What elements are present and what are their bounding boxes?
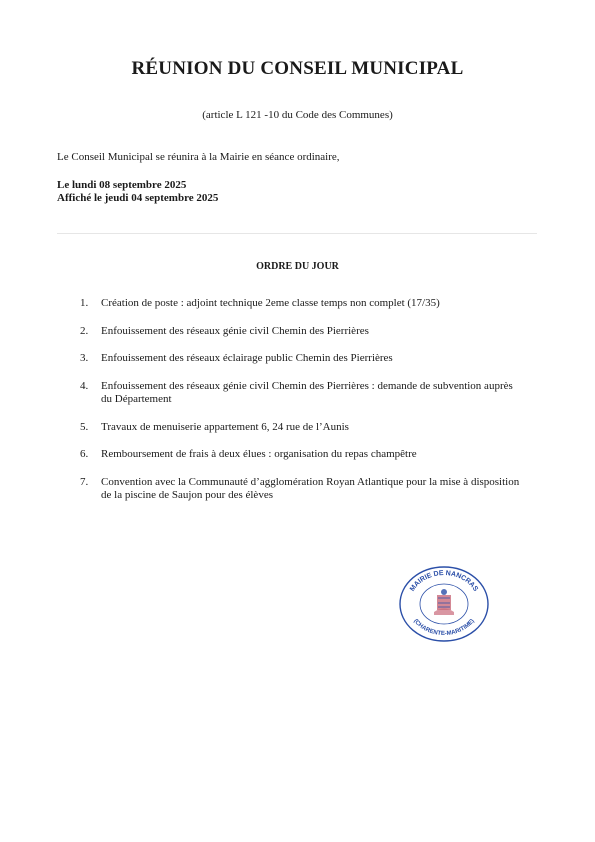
agenda-item-text: Création de poste : adjoint technique 2eme classe temps non complet (17/35): [101, 297, 440, 309]
agenda-item: [80, 325, 520, 339]
agenda-item-number: 2.: [80, 324, 89, 337]
agenda-item-number: 3.: [80, 352, 89, 364]
agenda-item-number: 1.: [80, 297, 89, 309]
agenda-item-text: Enfouissement des réseaux génie civil Chemin des Pierrières: [101, 324, 369, 337]
agenda-item-number: 4.: [80, 379, 89, 392]
agenda-title: ORDRE DU JOUR: [256, 261, 339, 272]
agenda-item: [80, 421, 520, 435]
meeting-date: Le lundi 08 septembre 2025: [57, 179, 187, 191]
agenda-item-text: Enfouissement des réseaux éclairage public Chemin des Pierrières: [101, 352, 393, 364]
agenda-item-text: Enfouissement des réseaux génie civil Chemin des Pierrières : demande de subvention auprès du Département: [101, 379, 513, 405]
agenda-item-text: Convention avec la Communauté d’agglomération Royan Atlantique pour la mise à disposition de la piscine de Saujon pour des élèves: [101, 475, 520, 501]
agenda-item-number: 7.: [80, 475, 89, 488]
seal-text-bottom: (CHARENTE-MARITIME): [412, 618, 476, 638]
intro-text: Le Conseil Municipal se réunira à la Mairie en séance ordinaire,: [57, 151, 340, 163]
agenda-item-number: 5.: [80, 420, 89, 433]
agenda-item-text: Remboursement de frais à deux élues : organisation du repas champêtre: [101, 448, 417, 460]
agenda-item: [80, 297, 520, 311]
agenda-item-text: Travaux de menuiserie appartement 6, 24 rue de l’Aunis: [101, 420, 349, 433]
agenda-item: [80, 352, 520, 366]
agenda-item: [80, 476, 520, 503]
document-title: RÉUNION DU CONSEIL MUNICIPAL: [131, 58, 464, 79]
posting-date: Affiché le jeudi 04 septembre 2025: [57, 192, 219, 204]
seal-emblem-icon: [434, 589, 454, 615]
mairie-seal-stamp: [398, 565, 490, 643]
agenda-item: [80, 380, 520, 407]
seal-text-top: MAIRIE DE NANCRAS: [408, 569, 480, 593]
agenda-list: [80, 297, 520, 517]
divider: [57, 233, 537, 234]
document-subtitle: (article L 121 -10 du Code des Communes): [202, 109, 393, 121]
agenda-item-number: 6.: [80, 448, 89, 460]
agenda-item: [80, 448, 520, 462]
